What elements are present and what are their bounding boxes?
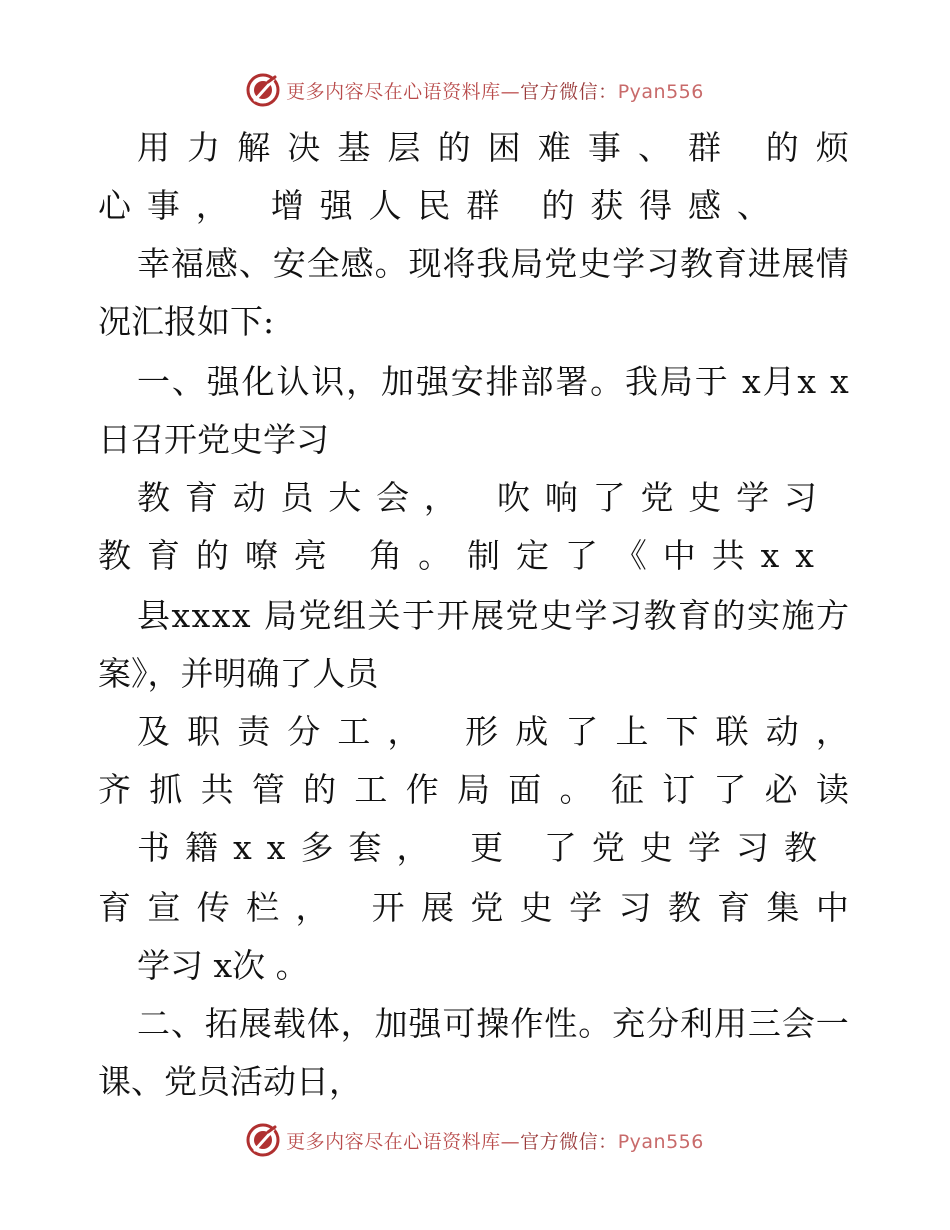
text-line: 县 x x x x 局 党 组 关 于 开 展 党 史 学 习 教 育 的 实 施 方: [137, 596, 849, 635]
text-line: 案》，并明确了人员: [98, 654, 379, 693]
text-line: 幸 福 感 、 安 全 感 。 现 将 我 局 党 史 学 习 教 育 进 展 情: [137, 244, 849, 283]
text-line: 一 、 强 化 认 识 ， 加 强 安 排 部 署 。 我 局 于 x 月 x x: [137, 362, 849, 401]
text-line: 学习 x次 。: [137, 946, 309, 985]
text-line: 日召开党史学习: [98, 420, 329, 459]
text-line: 育 宣 传 栏 ， 开 展 党 史 学 习 教 育 集 中: [98, 888, 849, 927]
text-line: 二 、 拓 展 载 体 ， 加 强 可 操 作 性 。 充 分 利 用 三 会 一: [137, 1004, 849, 1043]
banner-contact-label: 官方微信：: [520, 80, 618, 103]
seal-logo-icon: [246, 1123, 280, 1157]
banner-brand: 更多内容尽在心语资料库: [286, 80, 501, 103]
banner-handle: Pyan556: [617, 80, 704, 103]
banner-text: [286, 1127, 704, 1154]
banner-brand: 更多内容尽在心语资料库: [286, 1130, 501, 1153]
banner-separator: —: [500, 80, 521, 103]
text-line: 及 职 责 分 工 ， 形 成 了 上 下 联 动 ，: [137, 712, 849, 751]
text-line: 教 育 的 嘹 亮 角 。 制 定 了 《 中 共 x x: [98, 536, 814, 575]
text-line: 教 育 动 员 大 会 ， 吹 响 了 党 史 学 习: [137, 478, 817, 517]
banner-handle: Pyan556: [617, 1130, 704, 1153]
text-line: 况汇报如下:: [98, 302, 275, 341]
text-line: 课、党员活动日，: [98, 1062, 362, 1101]
text-line: 齐 抓 共 管 的 工 作 局 面 。 征 订 了 必 读: [98, 770, 849, 809]
banner-contact-label: 官方微信：: [520, 1130, 618, 1153]
text-line: 心 事 ， 增 强 人 民 群 的 获 得 感 、: [98, 186, 770, 225]
text-line: 用 力 解 决 基 层 的 困 难 事 、 群 的 烦: [137, 128, 849, 167]
text-line: 书 籍 x x 多 套 ， 更 了 党 史 学 习 教: [137, 828, 817, 867]
banner-separator: —: [500, 1130, 521, 1153]
footer-banner: [0, 1120, 950, 1160]
